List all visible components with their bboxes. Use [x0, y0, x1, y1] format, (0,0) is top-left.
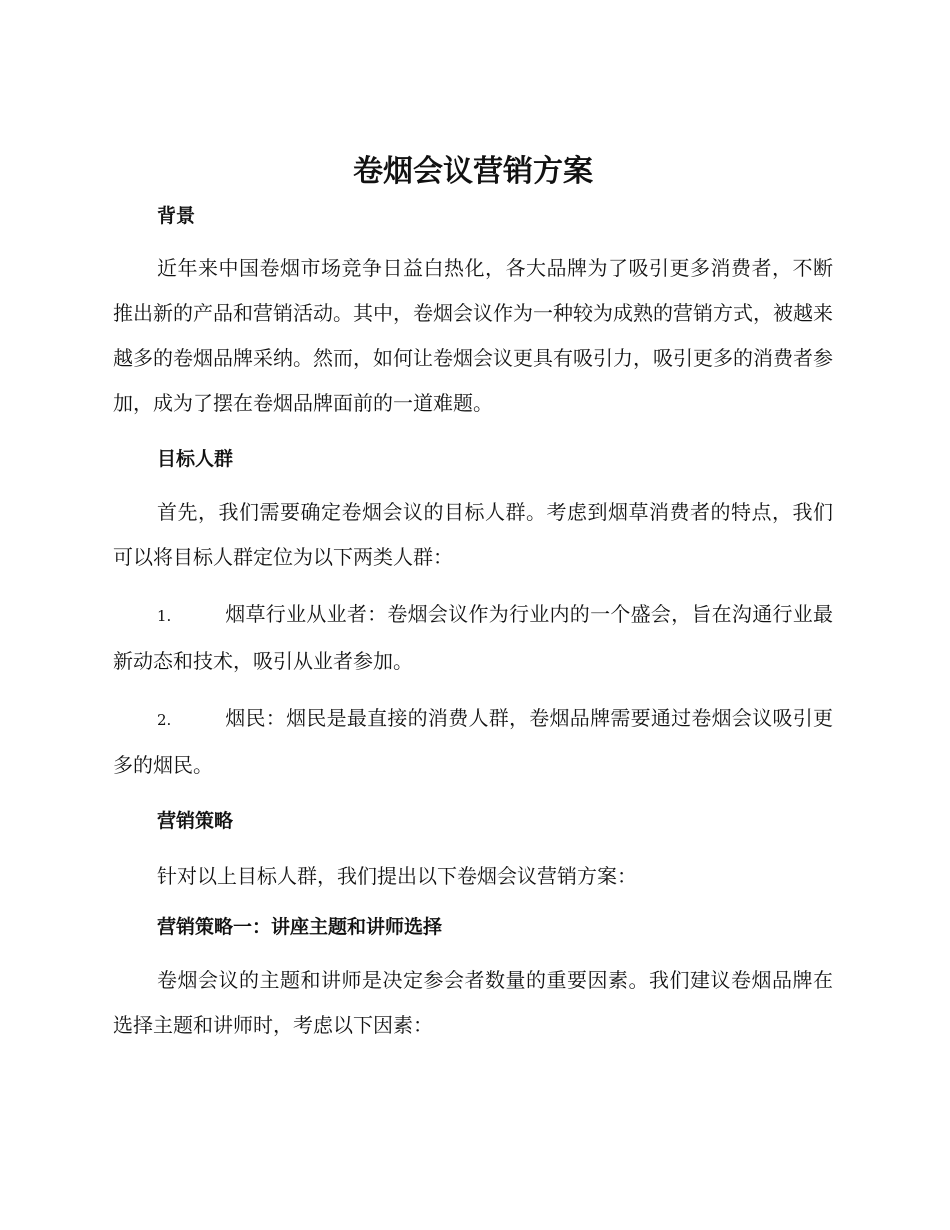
strategy-one-paragraph: 卷烟会议的主题和讲师是决定参会者数量的重要因素。我们建议卷烟品牌在选择主题和讲师时，考虑以下因素： — [113, 968, 833, 1037]
list-item-text: 烟民：烟民是最直接的消费人群，卷烟品牌需要通过卷烟会议吸引更多的烟民。 — [113, 706, 833, 777]
list-item-text: 烟草行业从业者：卷烟会议作为行业内的一个盛会，旨在沟通行业最新动态和技术，吸引从业者参加。 — [113, 602, 833, 673]
list-item — [113, 696, 833, 788]
document-title: 卷烟会议营销方案 — [353, 154, 593, 189]
section-heading-strategy-one: 营销策略一：讲座主题和讲师选择 — [157, 916, 443, 938]
strategy-paragraph: 针对以上目标人群，我们提出以下卷烟会议营销方案： — [157, 864, 637, 888]
section-heading-background: 背景 — [157, 205, 196, 227]
background-paragraph: 近年来中国卷烟市场竞争日益白热化，各大品牌为了吸引更多消费者，不断推出新的产品和营销活动。其中，卷烟会议作为一种较为成熟的营销方式，被越来越多的卷烟品牌采纳。然而，如何让卷烟会议更具有吸引力，吸引更多的消费者参加，成为了摆在卷烟品牌面前的一道难题。 — [113, 256, 833, 415]
document-page — [113, 150, 833, 1048]
target-paragraph: 首先，我们需要确定卷烟会议的目标人群。考虑到烟草消费者的特点，我们可以将目标人群定位为以下两类人群： — [113, 500, 833, 569]
list-item — [113, 592, 833, 684]
list-item-number: 2. — [157, 711, 172, 729]
list-item-number: 1. — [157, 607, 172, 625]
section-heading-strategy: 营销策略 — [157, 810, 234, 832]
section-heading-target: 目标人群 — [157, 448, 234, 470]
